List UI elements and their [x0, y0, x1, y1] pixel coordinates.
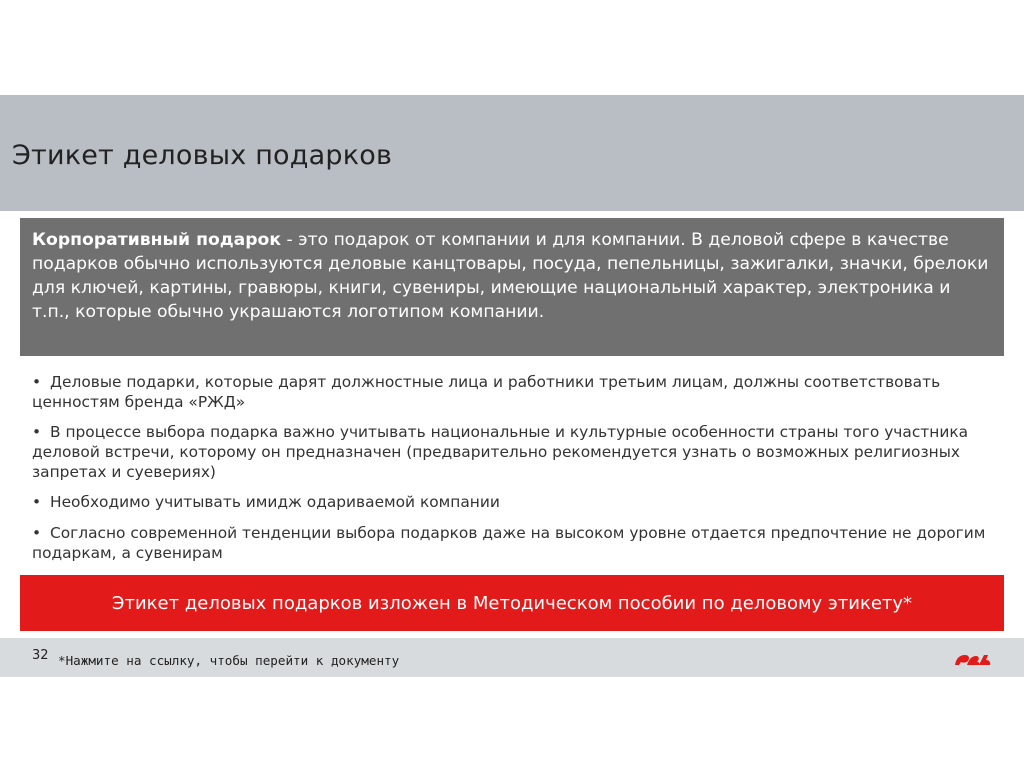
- bullet-text: Необходимо учитывать имидж одариваемой компании: [50, 493, 500, 511]
- list-item: [32, 372, 1007, 412]
- manual-link-banner[interactable]: [20, 575, 1004, 631]
- bullet-marker: •: [32, 423, 42, 441]
- rzd-logo-icon: [952, 650, 994, 668]
- list-item: [32, 523, 1007, 563]
- bullet-list: [32, 372, 1007, 573]
- manual-link-label[interactable]: Этикет деловых подарков изложен в Методическом пособии по деловому этикету*: [111, 592, 913, 614]
- page-number: 32: [32, 648, 49, 663]
- definition-term: Корпоративный подарок: [32, 230, 282, 250]
- bullet-marker: •: [32, 524, 42, 542]
- bullet-marker: •: [32, 493, 42, 511]
- bullet-marker: •: [32, 373, 42, 391]
- list-item: [32, 492, 1007, 512]
- definition-text: - это подарок от компании и для компании. В деловой сфере в качестве подарков обычно используются деловые канцтовары, посуда, пепельницы, зажигалки, значки, брелоки для ключей, картины, гравюры, книги, сувениры, имеющие национальный характер, электроника и т.п., которые обычно украшаются логотипом компании.: [32, 230, 989, 322]
- definition-box: [20, 218, 1004, 356]
- bullet-text: В процессе выбора подарка важно учитывать национальные и культурные особенности страны того участника деловой встречи, которому он предназначен (предварительно рекомендуется узнать о возможных религиозных запретах и суевериях): [32, 423, 969, 481]
- list-item: [32, 422, 1007, 482]
- bullet-text: Согласно современной тенденции выбора подарков даже на высоком уровне отдается предпочтение не дорогим подаркам, а сувенирам: [32, 524, 986, 562]
- bullet-text: Деловые подарки, которые дарят должностные лица и работники третьим лицам, должны соответствовать ценностям бренда «РЖД»: [32, 373, 941, 411]
- footnote: *Нажмите на ссылку, чтобы перейти к документу: [58, 653, 400, 668]
- page-title: Этикет деловых подарков: [12, 140, 393, 171]
